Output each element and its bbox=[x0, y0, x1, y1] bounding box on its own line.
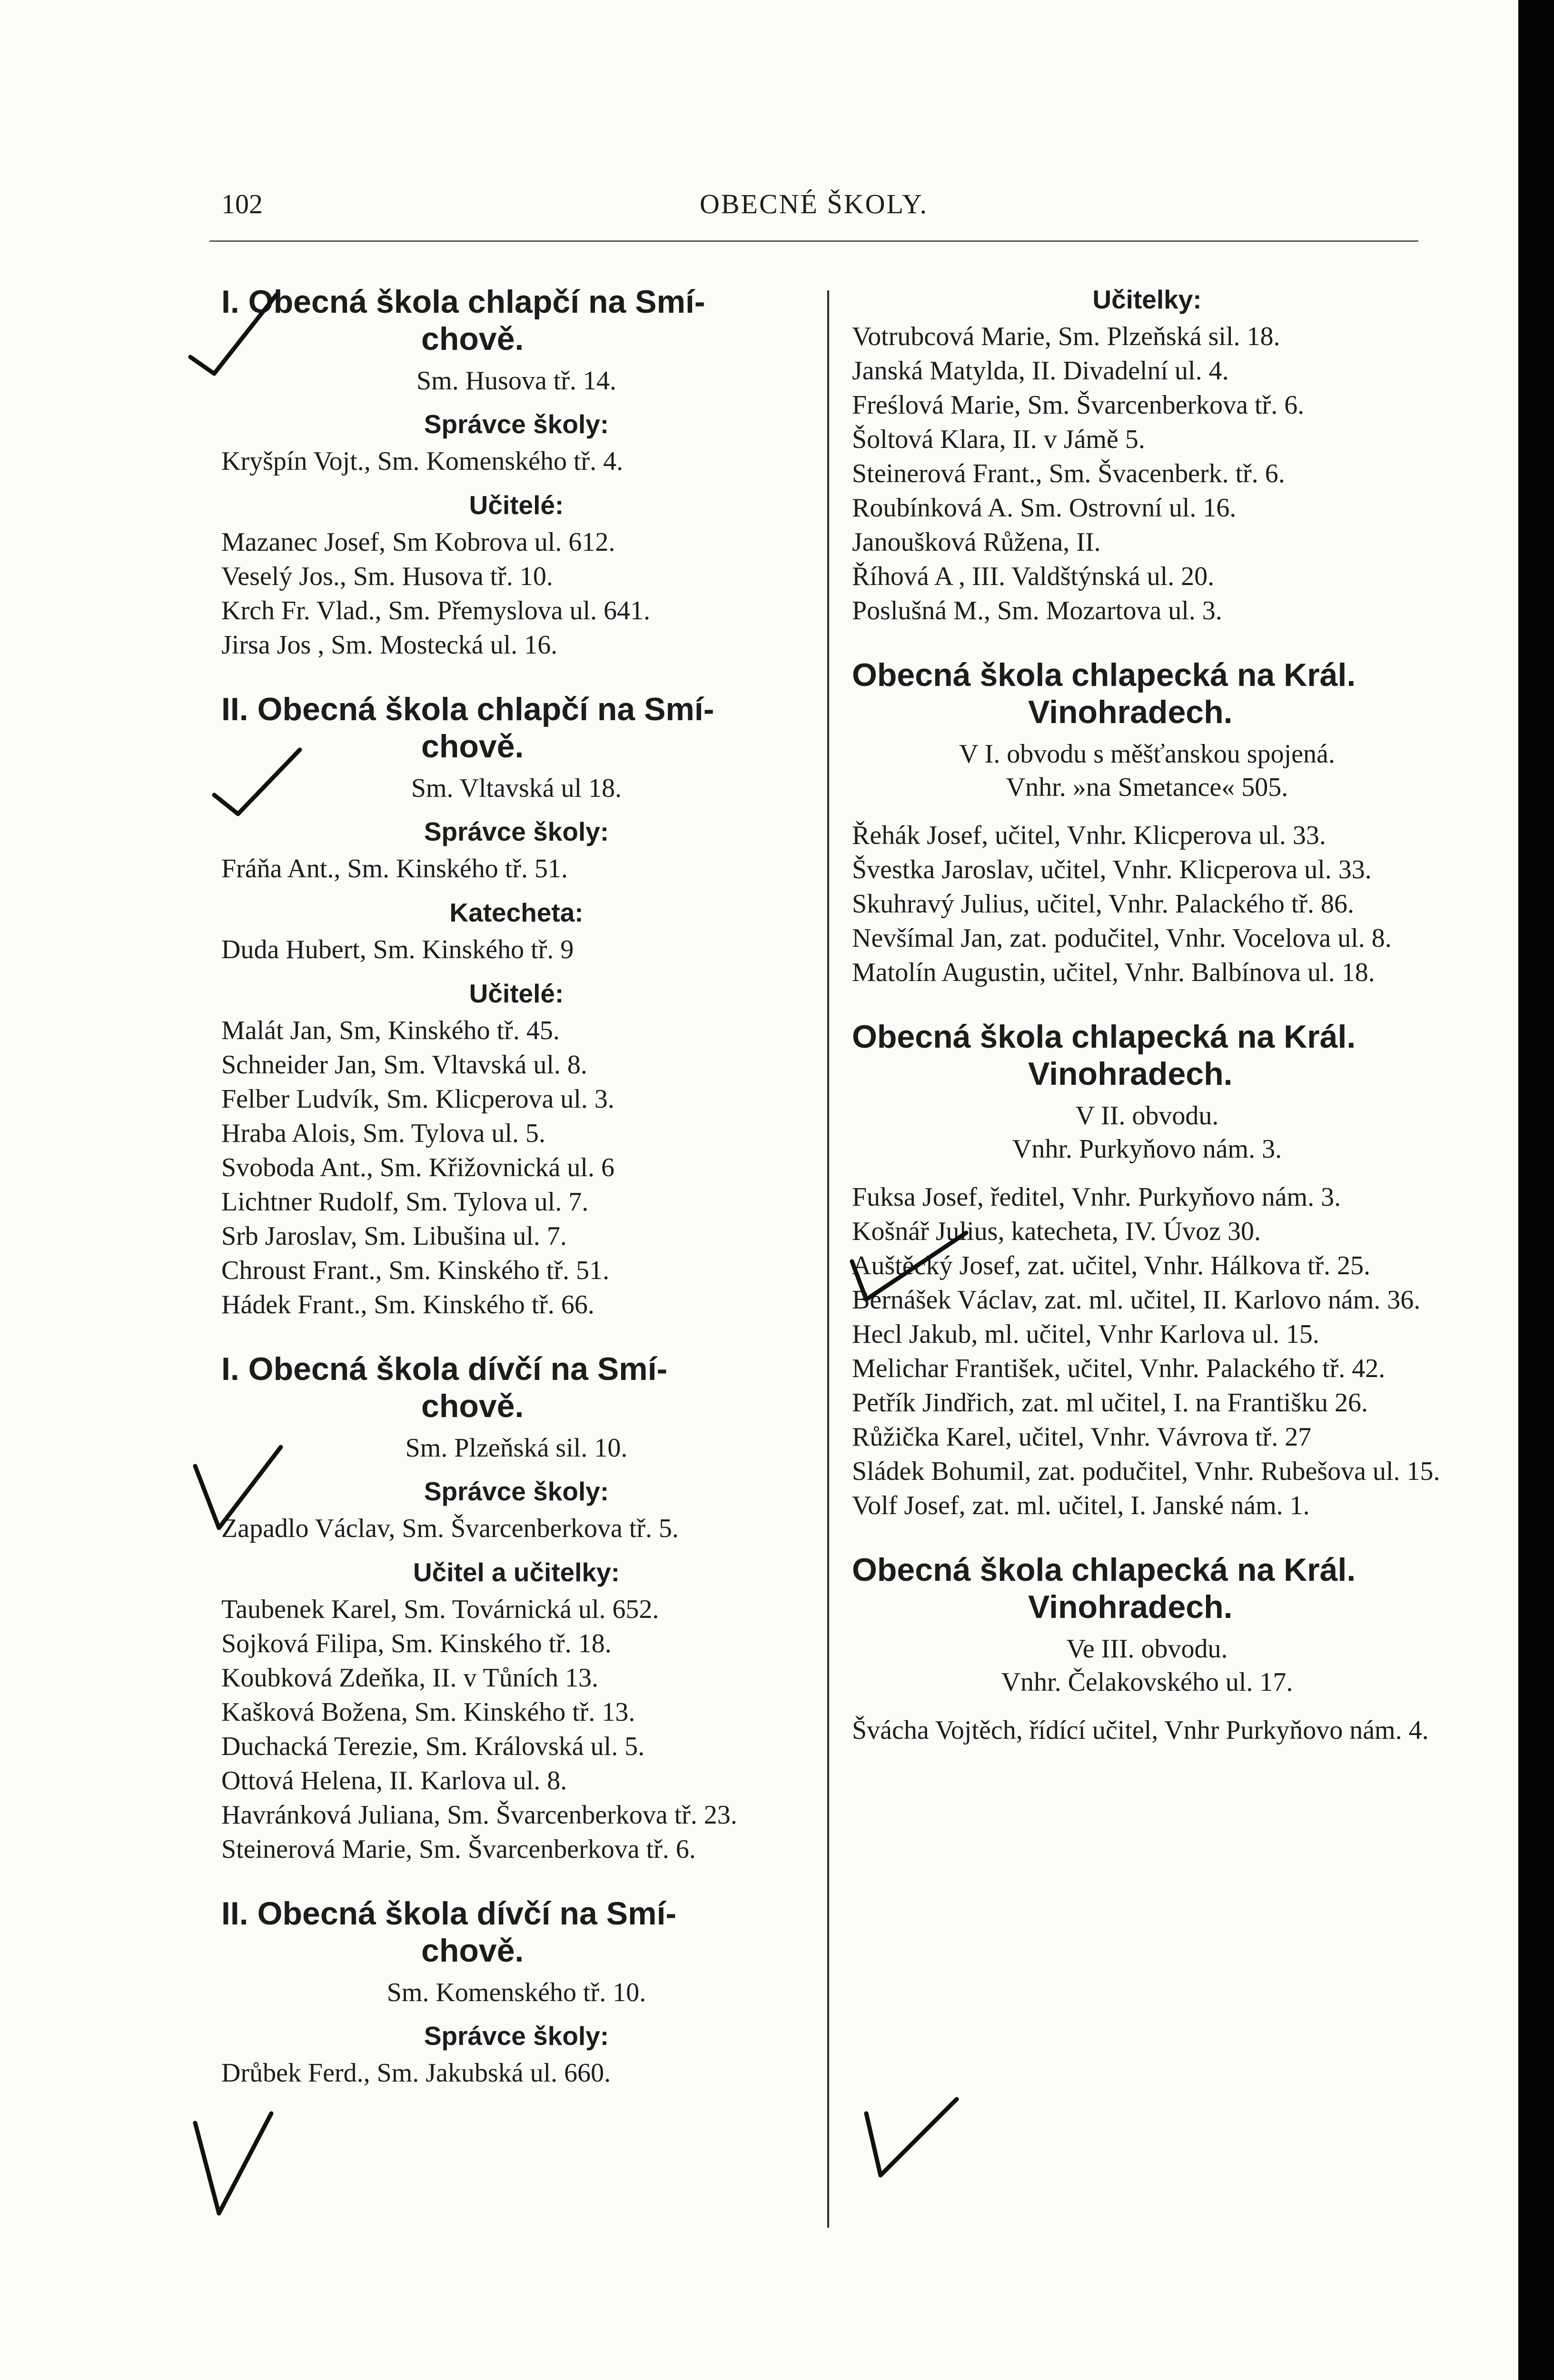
staff-entry: Janská Matylda, II. Divadelní ul. 4. bbox=[852, 356, 1229, 386]
staff-entry: Říhová A , III. Valdštýnská ul. 20. bbox=[852, 562, 1215, 591]
staff-entry: Bernášek Václav, zat. ml. učitel, II. Karlovo nám. 36. bbox=[852, 1285, 1421, 1315]
staff-entry: Duchacká Terezie, Sm. Královská ul. 5. bbox=[221, 1732, 645, 1761]
school-heading: II. Obecná škola chlapčí na Smí- chově. bbox=[221, 691, 714, 764]
school-address: Vnhr. Čelakovského ul. 17. bbox=[1001, 1667, 1293, 1697]
school-heading: I. Obecná škola chlapčí na Smí- chově. bbox=[221, 284, 705, 357]
staff-entry: Švácha Vojtěch, řídící učitel, Vnhr Purkyňovo nám. 4. bbox=[852, 1716, 1429, 1745]
staff-entry: Zapadlo Václav, Sm. Švarcenberkova tř. 5. bbox=[221, 1514, 679, 1543]
staff-entry: Poslušná M., Sm. Mozartova ul. 3. bbox=[852, 596, 1222, 625]
staff-entry: Koubková Zdeňka, II. v Tůních 13. bbox=[221, 1663, 599, 1693]
staff-entry: Fuksa Josef, ředitel, Vnhr. Purkyňovo nám. 3. bbox=[852, 1182, 1341, 1212]
school-address: Sm. Vltavská ul 18. bbox=[411, 774, 622, 803]
left-column bbox=[221, 283, 812, 2090]
staff-entry: Ottová Helena, II. Karlova ul. 8. bbox=[221, 1766, 567, 1795]
continued-list bbox=[852, 283, 1442, 628]
staff-entry: Sojková Filipa, Sm. Kinského tř. 18. bbox=[221, 1629, 612, 1658]
right-column bbox=[852, 283, 1442, 1747]
staff-entry: Mazanec Josef, Sm Kobrova ul. 612. bbox=[221, 527, 615, 557]
school-heading: II. Obecná škola dívčí na Smí- chově. bbox=[221, 1895, 677, 1969]
school-address: Sm. Husova tř. 14. bbox=[416, 366, 616, 396]
handwritten-check-mark-icon bbox=[181, 2104, 276, 2218]
section-label: Učitel a učitelky: bbox=[413, 1557, 620, 1587]
school-section bbox=[221, 283, 812, 662]
staff-entry: Hádek Frant., Sm. Kinského tř. 66. bbox=[221, 1290, 594, 1319]
staff-entry: Freślová Marie, Sm. Švarcenberkova tř. 6. bbox=[852, 390, 1305, 420]
school-district: V II. obvodu. bbox=[1075, 1101, 1219, 1130]
staff-entry: Sládek Bohumil, zat. podučitel, Vnhr. Rubešova ul. 15. bbox=[852, 1457, 1440, 1486]
staff-entry: Svoboda Ant., Sm. Křižovnická ul. 6 bbox=[221, 1153, 614, 1182]
school-heading: Obecná škola chlapecká na Král. Vinohradech. bbox=[852, 657, 1356, 730]
staff-entry: Havránková Juliana, Sm. Švarcenberkova tř. 23. bbox=[221, 1800, 737, 1830]
staff-entry: Šoltová Klara, II. v Jámě 5. bbox=[852, 425, 1145, 454]
staff-entry: Volf Josef, zat. ml. učitel, I. Janské nám. 1. bbox=[852, 1491, 1310, 1520]
staff-entry: Řehák Josef, učitel, Vnhr. Klicperova ul. 33. bbox=[852, 821, 1326, 850]
staff-entry: Matolín Augustin, učitel, Vnhr. Balbínova ul. 18. bbox=[852, 958, 1375, 987]
staff-entry: Steinerová Frant., Sm. Švacenberk. tř. 6. bbox=[852, 459, 1285, 488]
staff-entry: Chroust Frant., Sm. Kinského tř. 51. bbox=[221, 1256, 610, 1285]
page-number: 102 bbox=[221, 188, 263, 219]
handwritten-check-mark-icon bbox=[186, 1438, 290, 1533]
section-label: Správce školy: bbox=[424, 817, 609, 846]
school-address: Vnhr. »na Smetance« 505. bbox=[1006, 773, 1288, 802]
school-heading: Obecná škola chlapecká na Král. Vinohradech. bbox=[852, 1019, 1356, 1092]
staff-entry: Steinerová Marie, Sm. Švarcenberkova tř. 6. bbox=[221, 1835, 696, 1864]
staff-entry: Švestka Jaroslav, učitel, Vnhr. Klicperova ul. 33. bbox=[852, 855, 1372, 884]
handwritten-check-mark-icon bbox=[857, 2090, 961, 2185]
staff-entry: Petřík Jindřich, zat. ml učitel, I. na Františku 26. bbox=[852, 1388, 1368, 1418]
staff-entry: Srb Jaroslav, Sm. Libušina ul. 7. bbox=[221, 1221, 567, 1251]
running-title: OBECNÉ ŠKOLY. bbox=[699, 188, 929, 219]
staff-entry: Drůbek Ferd., Sm. Jakubská ul. 660. bbox=[221, 2058, 611, 2088]
section-label: Učitelé: bbox=[469, 490, 564, 520]
staff-entry: Růžička Karel, učitel, Vnhr. Vávrova tř. 27 bbox=[852, 1422, 1312, 1452]
section-label: Katecheta: bbox=[449, 898, 584, 927]
section-label: Učitelé: bbox=[469, 979, 564, 1008]
school-heading: Obecná škola chlapecká na Král. Vinohradech. bbox=[852, 1552, 1356, 1625]
staff-entry: Jirsa Jos , Sm. Mostecká ul. 16. bbox=[221, 630, 558, 660]
staff-entry: Auštěcký Josef, zat. učitel, Vnhr. Hálkova tř. 25. bbox=[852, 1251, 1371, 1280]
school-district: V I. obvodu s měšťanskou spojená. bbox=[959, 739, 1335, 769]
school-address: Vnhr. Purkyňovo nám. 3. bbox=[1012, 1134, 1282, 1164]
page-header bbox=[209, 188, 1418, 242]
staff-entry: Votrubcová Marie, Sm. Plzeňská sil. 18. bbox=[852, 322, 1280, 351]
school-section bbox=[221, 1350, 812, 1866]
staff-entry: Nevšímal Jan, zat. podučitel, Vnhr. Vocelova ul. 8. bbox=[852, 923, 1392, 953]
staff-entry: Duda Hubert, Sm. Kinského tř. 9 bbox=[221, 935, 574, 964]
school-address: Sm. Plzeňská sil. 10. bbox=[405, 1433, 628, 1463]
staff-entry: Felber Ludvík, Sm. Klicperova ul. 3. bbox=[221, 1084, 614, 1114]
staff-entry: Košnář Julius, katecheta, IV. Úvoz 30. bbox=[852, 1217, 1261, 1246]
staff-entry: Krch Fr. Vlad., Sm. Přemyslova ul. 641. bbox=[221, 596, 651, 625]
school-heading: I. Obecná škola dívčí na Smí- chově. bbox=[221, 1351, 668, 1424]
staff-entry: Hecl Jakub, ml. učitel, Vnhr Karlova ul. 15. bbox=[852, 1319, 1319, 1349]
school-district: Ve III. obvodu. bbox=[1066, 1634, 1228, 1664]
handwritten-check-mark-icon bbox=[847, 1223, 971, 1309]
staff-entry: Skuhravý Julius, učitel, Vnhr. Palackého tř. 86. bbox=[852, 889, 1355, 919]
school-section bbox=[852, 1551, 1442, 1747]
staff-entry: Veselý Jos., Sm. Husova tř. 10. bbox=[221, 562, 553, 591]
staff-entry: Malát Jan, Sm, Kinského tř. 45. bbox=[221, 1016, 560, 1045]
section-label: Správce školy: bbox=[424, 409, 609, 439]
staff-entry: Hraba Alois, Sm. Tylova ul. 5. bbox=[221, 1119, 546, 1148]
staff-entry: Kryšpín Vojt., Sm. Komenského tř. 4. bbox=[221, 446, 624, 476]
school-address: Sm. Komenského tř. 10. bbox=[386, 1978, 646, 2007]
staff-entry: Janoušková Růžena, II. bbox=[852, 527, 1101, 557]
section-label: Správce školy: bbox=[424, 1477, 609, 1506]
section-label: Učitelky: bbox=[1092, 285, 1202, 314]
school-section bbox=[221, 691, 812, 1322]
staff-entry: Melichar František, učitel, Vnhr. Palackého tř. 42. bbox=[852, 1354, 1386, 1383]
staff-entry: Roubínková A. Sm. Ostrovní ul. 16. bbox=[852, 493, 1237, 523]
school-section bbox=[221, 1895, 812, 2090]
staff-entry: Taubenek Karel, Sm. Továrnická ul. 652. bbox=[221, 1595, 659, 1624]
school-section bbox=[852, 656, 1442, 990]
section-label: Správce školy: bbox=[424, 2021, 609, 2051]
staff-entry: Kašková Božena, Sm. Kinského tř. 13. bbox=[221, 1697, 635, 1727]
staff-entry: Lichtner Rudolf, Sm. Tylova ul. 7. bbox=[221, 1187, 589, 1217]
column-divider bbox=[827, 290, 829, 2228]
staff-entry: Fráňa Ant., Sm. Kinského tř. 51. bbox=[221, 854, 568, 883]
staff-entry: Schneider Jan, Sm. Vltavská ul. 8. bbox=[221, 1050, 587, 1080]
handwritten-check-mark-icon bbox=[186, 286, 281, 381]
handwritten-check-mark-icon bbox=[209, 743, 305, 819]
